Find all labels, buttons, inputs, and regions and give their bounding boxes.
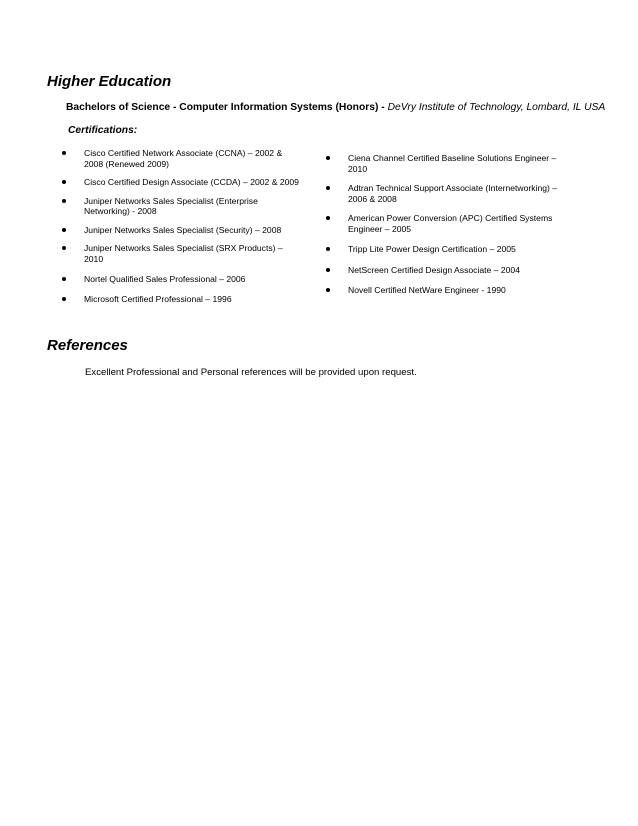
bullet-icon xyxy=(62,199,66,203)
bullet-icon xyxy=(62,228,66,232)
certification-item xyxy=(62,148,302,169)
degree-line xyxy=(66,101,605,114)
certification-item xyxy=(326,153,566,174)
degree-title: Bachelors of Science - Computer Information Systems (Honors) - xyxy=(66,102,385,113)
certification-text: NetScreen Certified Design Associate – 2004 xyxy=(348,264,520,275)
certification-text: Nortel Qualified Sales Professional – 2006 xyxy=(84,274,246,284)
certification-text: Juniper Networks Sales Specialist (Security) – 2008 xyxy=(84,224,282,235)
certification-text: Novell Certified NetWare Engineer - 1990 xyxy=(348,285,506,295)
bullet-icon xyxy=(326,247,330,251)
certification-text: Cisco Certified Network Associate (CCNA) – 2002 & 2008 (Renewed 2009) xyxy=(84,148,283,169)
higher-education-heading: Higher Education xyxy=(47,73,172,90)
bullet-icon xyxy=(326,216,330,220)
references-text: Excellent Professional and Personal references will be provided upon request. xyxy=(85,367,417,378)
bullet-icon xyxy=(326,288,330,292)
certification-item xyxy=(62,177,302,188)
bullet-icon xyxy=(62,246,66,250)
certification-text: American Power Conversion (APC) Certified Systems Engineer – 2005 xyxy=(348,213,553,234)
certification-text: Ciena Channel Certified Baseline Solutions Engineer – 2010 xyxy=(348,153,557,174)
certification-text: Juniper Networks Sales Specialist (Enterprise Networking) - 2008 xyxy=(84,195,258,216)
certification-text: Microsoft Certified Professional – 1996 xyxy=(84,293,232,304)
certification-item xyxy=(326,265,566,276)
certification-item xyxy=(62,294,302,305)
bullet-icon xyxy=(326,156,330,160)
references-heading: References xyxy=(47,337,128,354)
certification-item xyxy=(326,285,566,296)
bullet-icon xyxy=(62,151,66,155)
certification-item xyxy=(326,183,566,204)
certification-text: Juniper Networks Sales Specialist (SRX Products) – 2010 xyxy=(84,243,283,264)
certification-text: Cisco Certified Design Associate (CCDA) – 2002 & 2009 xyxy=(84,177,299,187)
degree-school: DeVry Institute of Technology, Lombard, IL USA xyxy=(387,102,606,113)
certifications-heading: Certifications: xyxy=(68,125,138,136)
certification-item xyxy=(326,244,566,255)
certifications-list-right xyxy=(326,153,566,305)
bullet-icon xyxy=(326,186,330,190)
certifications-list-left xyxy=(62,148,302,312)
bullet-icon xyxy=(326,268,330,272)
bullet-icon xyxy=(62,277,66,281)
certification-item xyxy=(62,225,302,236)
certification-item xyxy=(62,274,302,285)
certification-text: Tripp Lite Power Design Certification – 2005 xyxy=(348,244,516,254)
bullet-icon xyxy=(62,297,66,301)
certification-item xyxy=(62,243,302,264)
certification-text: Adtran Technical Support Associate (Internetworking) – 2006 & 2008 xyxy=(348,183,558,204)
certification-item xyxy=(62,196,302,217)
certification-item xyxy=(326,213,566,234)
bullet-icon xyxy=(62,180,66,184)
